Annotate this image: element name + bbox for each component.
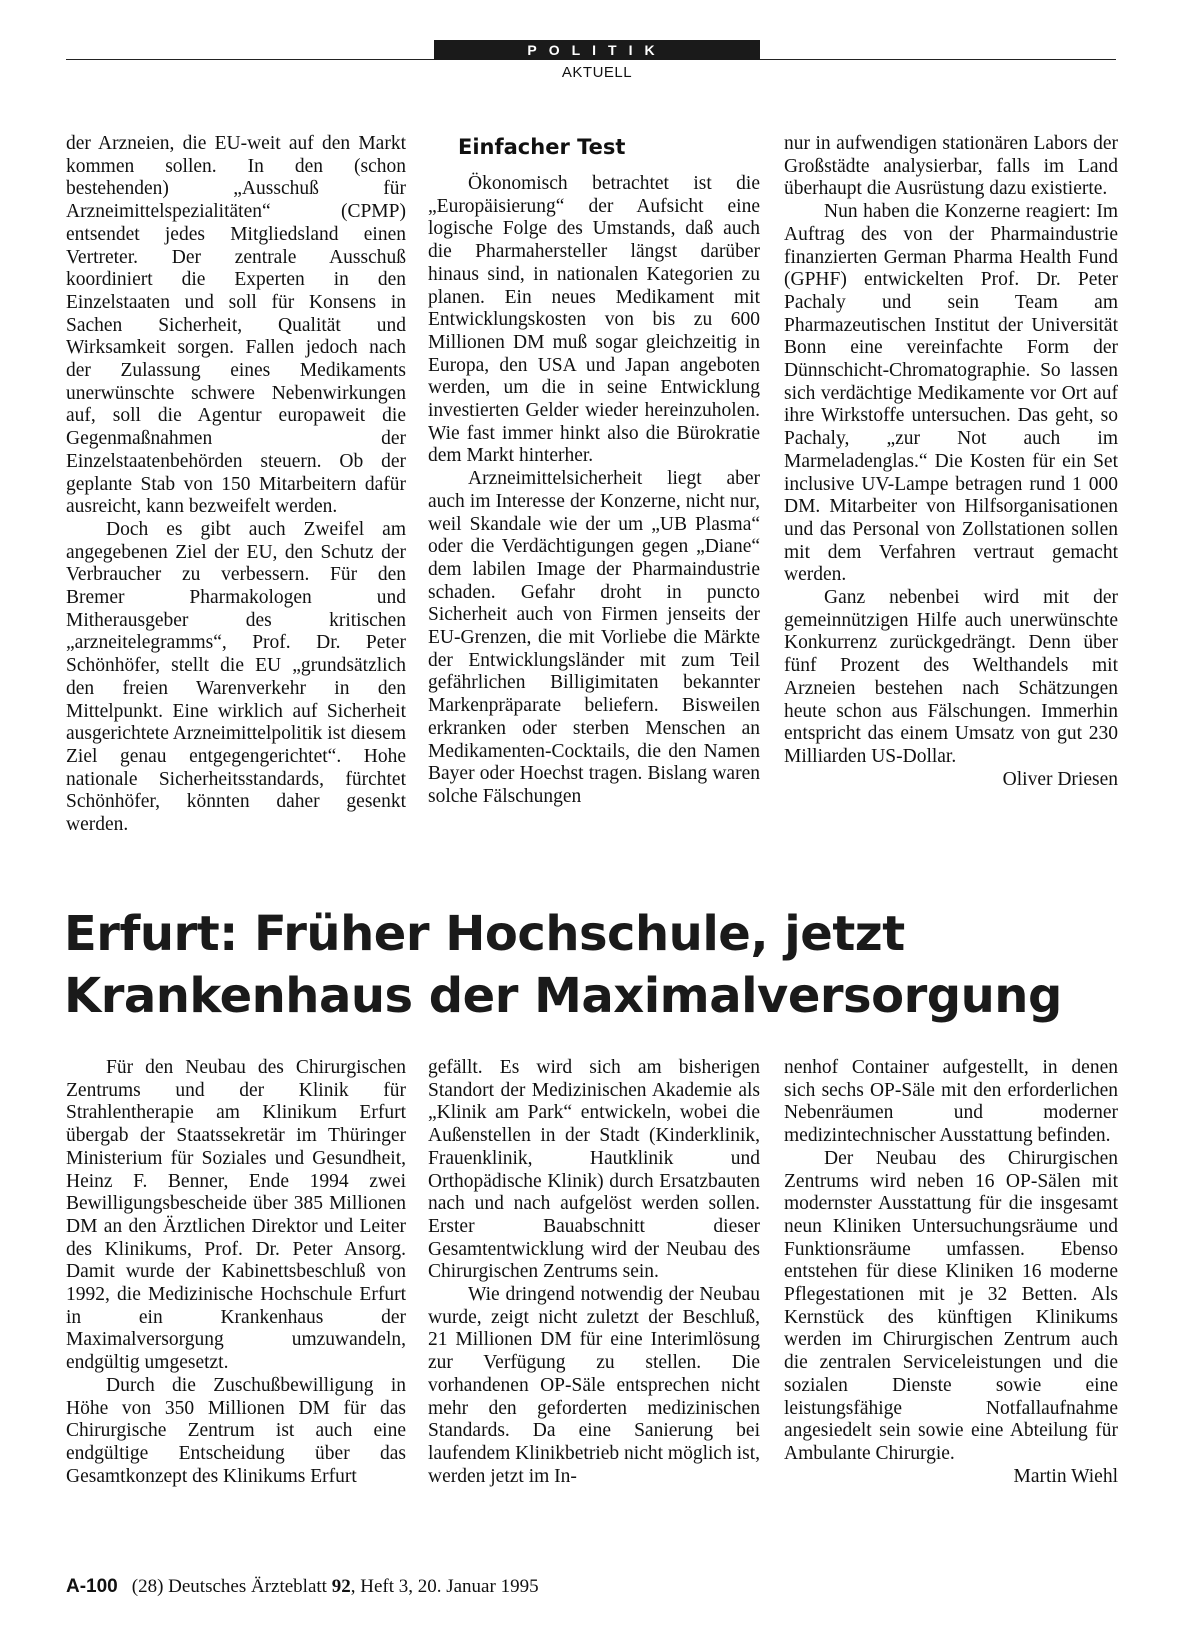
article2-column-1: [66, 1057, 406, 1488]
article1-column-2: [428, 133, 760, 809]
article1-col3-paragraph-2: Nun haben die Konzerne reagiert: Im Auftrag des von der Pharmaindustrie finanzierten German Pharma Health Fund (GPHF) entwickelten Prof. Dr. Peter Pachaly und sein Team am Pharmazeutischen Institut der Universität Bonn eine vereinfachte Form der Dünnschicht-Chromatographie. So lassen sich verdächtige Medikamente vor Ort auf ihre Wirkstoffe untersuchen. Das geht, so Pachaly, „zur Not auch im Marmeladenglas.“ Die Kosten für ein Set inclusive UV-Lampe betragen rund 1 000 DM. Mitarbeiter von Hilfsorganisationen und das Personal von Zollstationen sollen mit dem Verfahren vertraut gemacht werden.: [784, 201, 1118, 586]
article2-col3-paragraph-2: Der Neubau des Chirurgischen Zentrums wird neben 16 OP-Sälen mit modernster Ausstattung für die insgesamt neun Kliniken Untersuchungsräume und Funktionsräume umfassen. Ebenso entstehen für diese Kliniken 16 moderne Pflegestationen mit je 32 Betten. Als Kernstück des künftigen Klinikums werden im Chirurgischen Zentrum auch die zentralen Serviceleistungen und die sozialen Dienste sowie eine leistungsfähige Notfallaufnahme angesiedelt sein sowie eine Abteilung für Ambulante Chirurgie.: [784, 1147, 1118, 1464]
page-number: A-100: [66, 1576, 118, 1597]
article1-col3-paragraph-3: Ganz nebenbei wird mit der gemeinnützigen Hilfe auch unerwünschte Konkurrenz zurückgedrängt. Denn über fünf Prozent des Welthandels mit Arzneien bestehen nach Schätzungen heute schon aus Fälschungen. Immerhin entspricht das einem Umsatz von gut 230 Milliarden US-Dollar.: [784, 587, 1118, 767]
article2-column-3: [784, 1057, 1118, 1488]
article1-col1-paragraph-1: der Arzneien, die EU-weit auf den Markt kommen sollen. In den (schon bestehenden) „Ausschuß für Arzneimittelspezialitäten“ (CPMP) entsendet jedes Mitgliedsland einen Vertreter. Der zentrale Ausschuß koordiniert die Experten in den Einzelstaaten und soll für Konsens in Sachen Sicherheit, Qualität und Wirksamkeit sorgen. Fallen jedoch nach der Zulassung eines Medikaments unerwünschte schwere Nebenwirkungen auf, soll die Agentur europaweit die Gegenmaßnahmen der Einzelstaatenbehörden steuern. Ob der geplante Stab von 150 Mitarbeitern dafür ausreicht, kann bezweifelt werden.: [66, 133, 406, 518]
article1-author: Oliver Driesen: [1002, 768, 1118, 790]
journal-citation: (28) Deutsches Ärzteblatt: [131, 1576, 327, 1597]
article1-col2-paragraph-2: Arzneimittelsicherheit liegt aber auch im Interesse der Konzerne, nicht nur, weil Skandale wie der um „UB Plasma“ oder die Verdächtigungen gegen „Diane“ dem labilen Image der Pharmaindustrie schaden. Gefahr droht in puncto Sicherheit auch von Firmen jenseits der EU-Grenzen, die mit Vorliebe die Märkte der Entwicklungsländer mit zum Teil gefährlichen Billigimitaten bekannter Markenpräparate beliefern. Bisweilen erkranken oder sterben Menschen an Medikamenten-Cocktails, die den Namen Bayer oder Hoechst tragen. Bislang waren solche Fälschungen: [428, 468, 760, 807]
journal-issue-date: , Heft 3, 20. Januar 1995: [350, 1576, 539, 1597]
article2-headline-line-1: Erfurt: Früher Hochschule, jetzt: [64, 906, 905, 962]
article1-column-1: [66, 133, 406, 837]
journal-volume: 92: [331, 1576, 351, 1597]
subsection-label: AKTUELL: [561, 64, 633, 81]
article2-col1-paragraph-1: Für den Neubau des Chirurgischen Zentrums und der Klinik für Strahlentherapie am Klinikum Erfurt übergab der Staatssekretär im Thüringer Ministerium für Soziales und Gesundheit, Heinz F. Benner, Ende 1994 zwei Bewilligungsbescheide über 385 Millionen DM an den Ärztlichen Direktor und Leiter des Klinikums, Prof. Dr. Peter Ansorg. Damit wurde der Kabinettsbeschluß von 1992, die Medizinische Hochschule Erfurt in ein Krankenhaus der Maximalversorgung umzuwandeln, endgültig umgesetzt.: [66, 1057, 406, 1374]
article1-subheading: Einfacher Test: [458, 135, 626, 159]
article2-headline-line-2: Krankenhaus der Maximalversorgung: [64, 968, 1062, 1024]
article1-column-3: [784, 133, 1118, 791]
page-footer: [66, 1576, 539, 1598]
article2-column-2: [428, 1057, 760, 1488]
article1-col3-paragraph-1: nur in aufwendigen stationären Labors der Großstädte analysierbar, falls im Land überhaupt die Ausrüstung dazu existierte.: [784, 133, 1118, 200]
article2-col2-paragraph-2: Wie dringend notwendig der Neubau wurde, zeigt nicht zuletzt der Beschluß, 21 Millionen DM für eine Interimlösung zur Verfügung zu stellen. Die vorhandenen OP-Säle entsprechen nicht mehr den geforderten medizinischen Standards. Da eine Sanierung bei laufendem Klinikbetrieb nicht möglich ist, werden jetzt im In-: [428, 1284, 760, 1487]
article2-col3-paragraph-1: nenhof Container aufgestellt, in denen sich sechs OP-Säle mit den erforderlichen Nebenräumen und moderner medizintechnischer Ausstattung befinden.: [784, 1057, 1118, 1147]
article2-col1-paragraph-2: Durch die Zuschußbewilligung in Höhe von 350 Millionen DM für das Chirurgische Zentrum ist auch eine endgültige Entscheidung über das Gesamtkonzept des Klinikums Erfurt: [66, 1374, 406, 1487]
article2-headline: [64, 903, 1124, 1027]
article1-col2-paragraph-1: Ökonomisch betrachtet ist die „Europäisierung“ der Aufsicht eine logische Folge des Umstands, daß auch die Pharmahersteller längst darüber hinaus sind, in nationalen Kategorien zu planen. Ein neues Medikament mit Entwicklungskosten von bis zu 600 Millionen DM muß sogar gleichzeitig in Europa, den USA und Japan angeboten werden, um die in seine Entwicklung investierten Gelder wieder hereinzuholen. Wie fast immer hinkt also die Bürokratie dem Markt hinterher.: [428, 173, 760, 467]
section-label: POLITIK: [434, 40, 760, 60]
article1-col1-paragraph-2: Doch es gibt auch Zweifel am angegebenen Ziel der EU, den Schutz der Verbraucher zu verbessern. Für den Bremer Pharmakologen und Mitherausgeber des kritischen „arzneitelegramms“, Prof. Dr. Peter Schönhöfer, stellt die EU „grundsätzlich den freien Warenverkehr in den Mittelpunkt. Eine wirklich auf Sicherheit ausgerichtete Arzneimittelpolitik ist diesem Ziel genau entgegengerichtet“. Hohe nationale Sicherheitsstandards, fürchtet Schönhöfer, könnten daher gesenkt werden.: [66, 518, 406, 836]
article2-col2-paragraph-1: gefällt. Es wird sich am bisherigen Standort der Medizinischen Akademie als „Klinik am Park“ entwickeln, wobei die Außenstellen in der Stadt (Kinderklinik, Frauenklinik, Hautklinik und Orthopädische Klinik) durch Ersatzbauten nach und nach aufgelöst werden sollen. Erster Bauabschnitt dieser Gesamtentwicklung wird der Neubau des Chirurgischen Zentrums sein.: [428, 1057, 760, 1283]
article2-author: Martin Wiehl: [1013, 1465, 1118, 1487]
